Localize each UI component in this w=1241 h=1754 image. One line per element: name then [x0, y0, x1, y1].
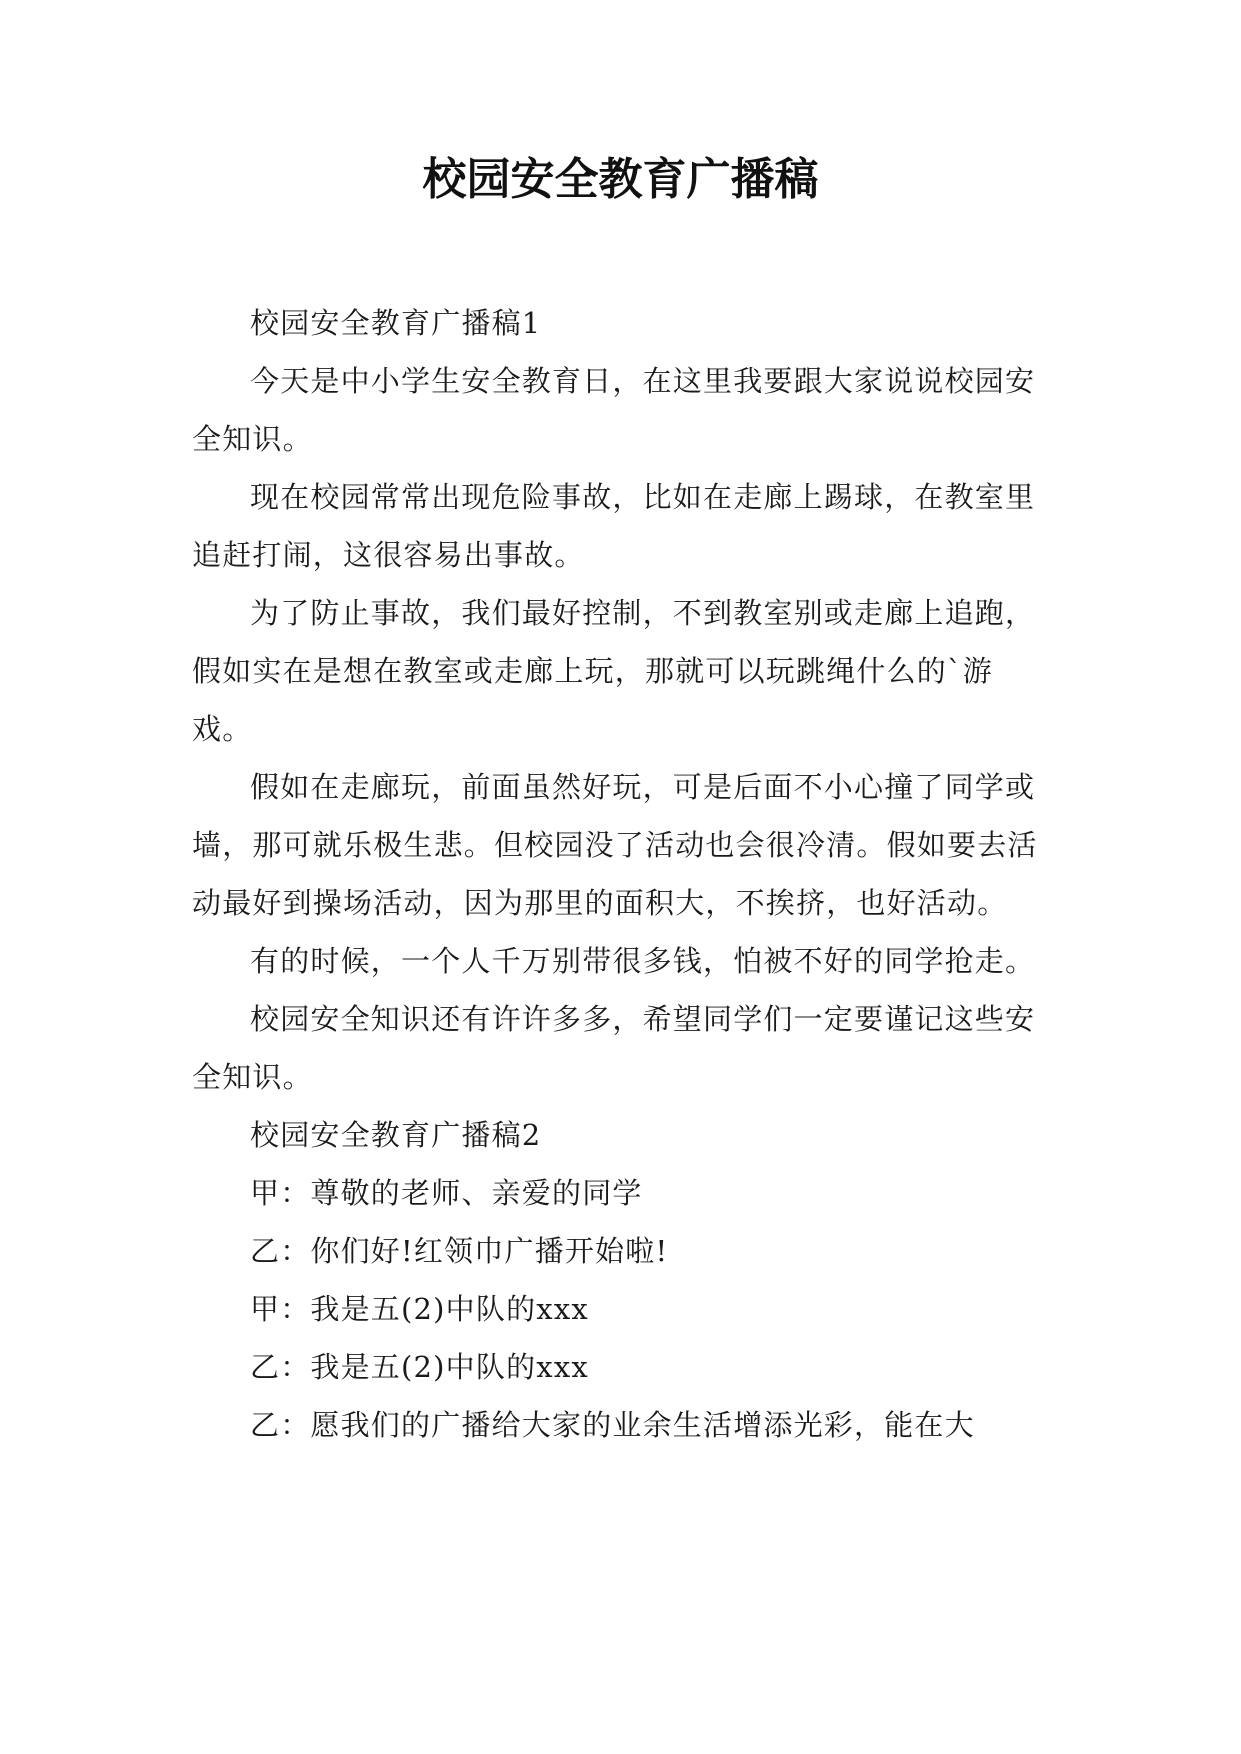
paragraph: 校园安全教育广播稿2 [250, 1118, 542, 1152]
paragraph: 乙：你们好!红领巾广播开始啦! [250, 1234, 669, 1268]
paragraph: 甲：尊敬的老师、亲爱的同学 [250, 1176, 643, 1210]
paragraph: 为了防止事故，我们最好控制，不到教室别或走廊上追跑，假如实在是想在教室或走廊上玩，那就可以玩跳绳什么的`游戏。 [192, 596, 1036, 746]
document-title: 校园安全教育广播稿 [422, 154, 819, 205]
document-body [192, 294, 1052, 1454]
paragraph: 乙：我是五(2)中队的xxx [250, 1350, 589, 1384]
paragraph: 今天是中小学生安全教育日，在这里我要跟大家说说校园安全知识。 [192, 364, 1036, 456]
paragraph: 甲：我是五(2)中队的xxx [250, 1292, 589, 1326]
paragraph: 现在校园常常出现危险事故，比如在走廊上踢球，在教室里追赶打闹，这很容易出事故。 [192, 480, 1036, 572]
paragraph: 乙：愿我们的广播给大家的业余生活增添光彩，能在大 [250, 1408, 975, 1442]
paragraph: 有的时候，一个人千万别带很多钱，怕被不好的同学抢走。 [250, 944, 1036, 978]
paragraph: 校园安全教育广播稿1 [250, 306, 542, 340]
paragraph: 校园安全知识还有许许多多，希望同学们一定要谨记这些安全知识。 [192, 1002, 1036, 1094]
paragraph: 假如在走廊玩，前面虽然好玩，可是后面不小心撞了同学或墙，那可就乐极生悲。但校园没了活动也会很冷清。假如要去活动最好到操场活动，因为那里的面积大，不挨挤，也好活动。 [192, 770, 1038, 920]
